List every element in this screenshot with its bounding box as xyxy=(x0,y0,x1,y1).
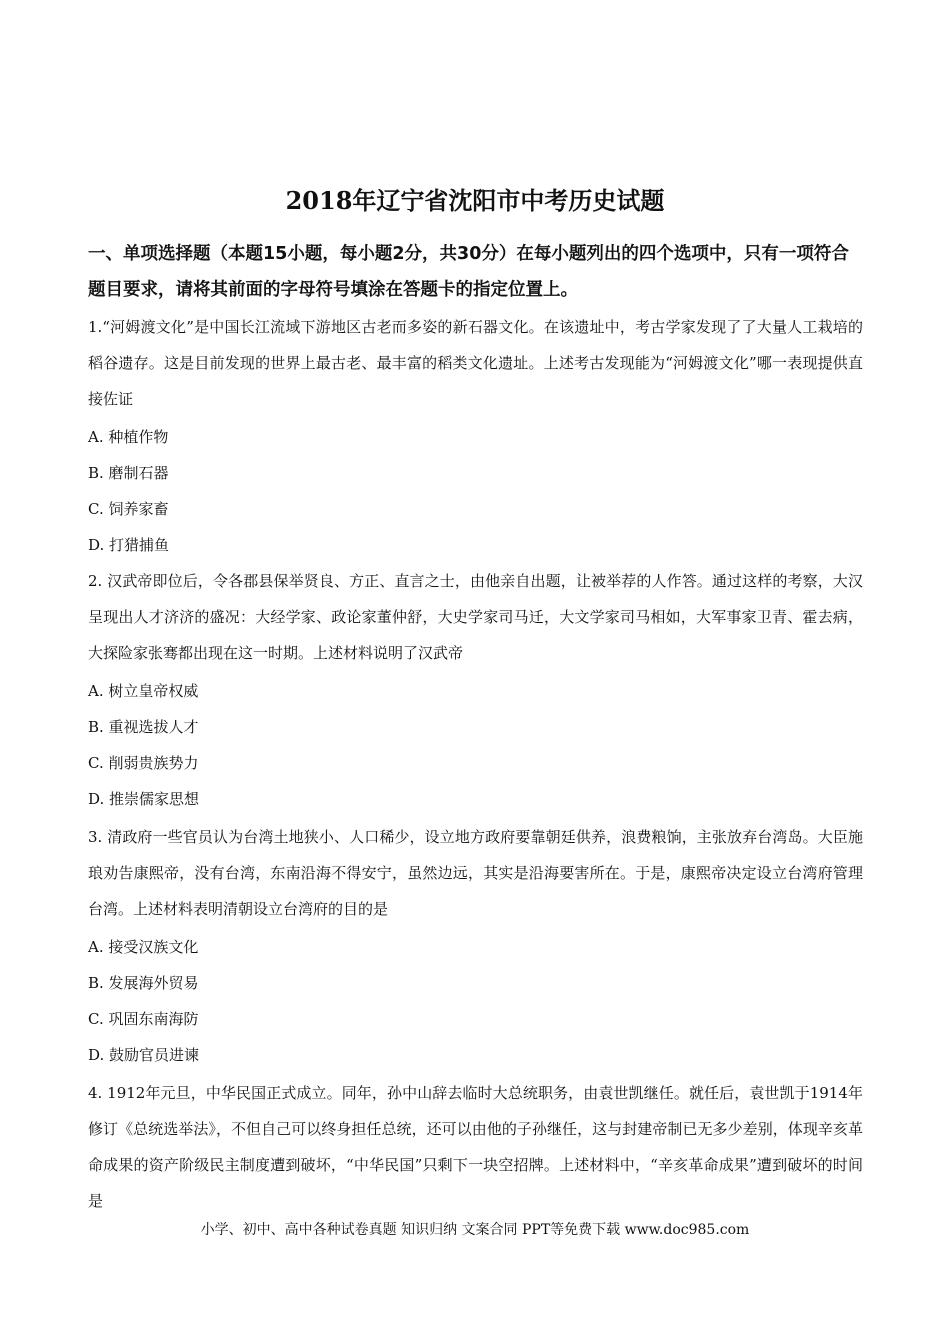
question-2-option-a: A. 树立皇帝权威 xyxy=(88,682,199,700)
question-3-option-b: B. 发展海外贸易 xyxy=(88,974,199,992)
question-1-stem: 1.“河姆渡文化”是中国长江流域下游地区古老而多姿的新石器文化。在该遗址中，考古学家发现了了大量人工栽培的稻谷遗存。这是目前发现的世界上最古老、最丰富的稻类文化遗址。上述考古发现能为“河姆渡文化”哪一表现提供直接佐证 xyxy=(88,318,863,408)
question-3-option-d: D. 鼓励官员进谏 xyxy=(88,1046,200,1064)
page-footer: 小学、初中、高中各种试卷真题 知识归纳 文案合同 PPT等免费下载 www.doc985.com xyxy=(200,1222,750,1238)
question-2-stem: 2. 汉武帝即位后，令各郡县保举贤良、方正、直言之士，由他亲自出题，让被举荐的人作答。通过这样的考察，大汉呈现出人才济济的盛况：大经学家、政论家董仲舒，大史学家司马迁，大文学家司马相如，大军事家卫青、霍去病，大探险家张骞都出现在这一时期。上述材料说明了汉武帝 xyxy=(88,572,863,662)
question-2-option-d: D. 推崇儒家思想 xyxy=(88,790,200,808)
question-1-option-c: C. 饲养家畜 xyxy=(88,500,169,518)
question-3-stem: 3. 清政府一些官员认为台湾土地狭小、人口稀少，设立地方政府要靠朝廷供养，浪费粮饷，主张放弃台湾岛。大臣施琅劝告康熙帝，没有台湾，东南沿海不得安宁，虽然边远，其实是沿海要害所在。于是，康熙帝决定设立台湾府管理台湾。上述材料表明清朝设立台湾府的目的是 xyxy=(88,828,863,918)
section-heading: 一、单项选择题（本题15小题，每小题2分，共30分）在每小题列出的四个选项中，只有一项符合题目要求，请将其前面的字母符号填涂在答题卡的指定位置上。 xyxy=(88,244,849,300)
question-1-option-b: B. 磨制石器 xyxy=(88,464,169,482)
question-1-option-d: D. 打猎捕鱼 xyxy=(88,536,170,554)
question-3-option-a: A. 接受汉族文化 xyxy=(88,938,199,956)
question-3-option-c: C. 巩固东南海防 xyxy=(88,1010,199,1028)
page-title: 2018年辽宁省沈阳市中考历史试题 xyxy=(285,186,665,215)
question-2-option-b: B. 重视选拔人才 xyxy=(88,718,199,736)
question-2-option-c: C. 削弱贵族势力 xyxy=(88,754,199,772)
question-1-option-a: A. 种植作物 xyxy=(88,428,169,446)
question-4-stem: 4. 1912年元旦，中华民国正式成立。同年，孙中山辞去临时大总统职务，由袁世凯继任。就任后，袁世凯于1914年修订《总统选举法》，不但自己可以终身担任总统，还可以由他的子孙继任，这与封建帝制已无多少差别，体现辛亥革命成果的资产阶级民主制度遭到破坏，“中华民国”只剩下一块空招牌。上述材料中，“辛亥革命成果”遭到破坏的时间是 xyxy=(88,1084,863,1210)
